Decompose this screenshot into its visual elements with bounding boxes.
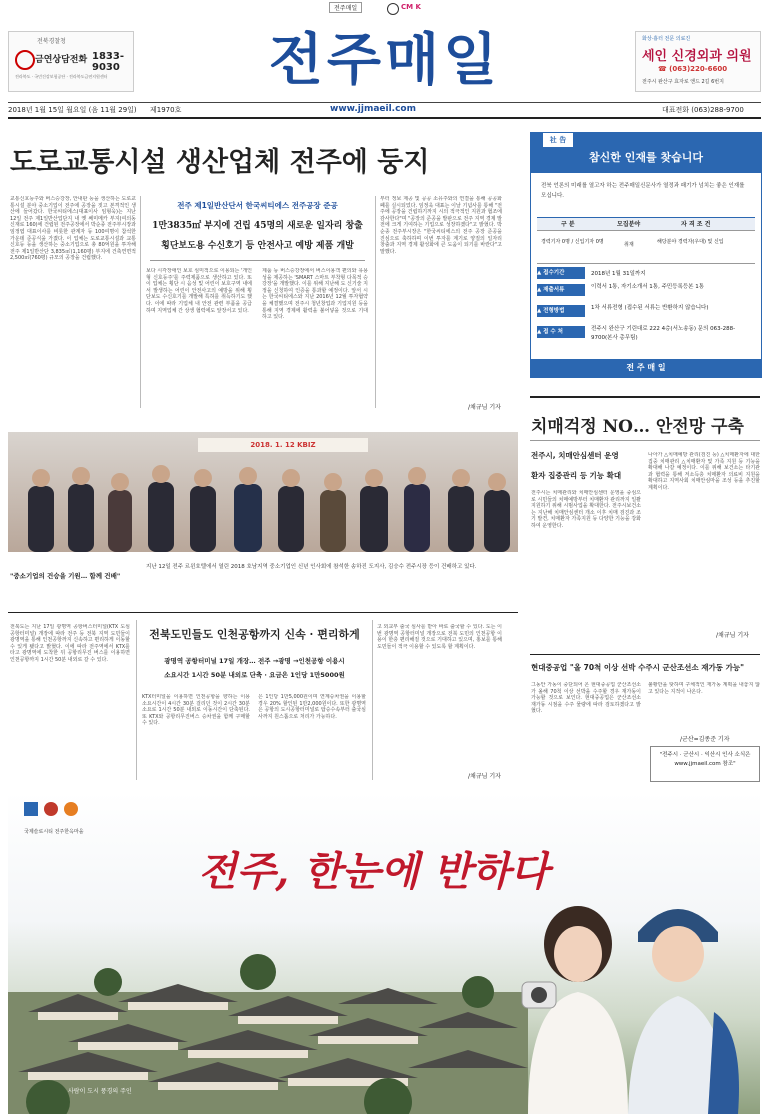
airport-body-col3: 은 1인당 1만5,000원이며 연계승차권을 이용할 경우 20% 할인된 1만2,000원이다. 또한 광명역은 공항의 도시공항터미널로 탑승수속부터 출국심사까지 원스톱으로 처리가 가능하다.	[258, 694, 366, 720]
main-phone: 대표전화 (063)288-9700	[662, 106, 744, 114]
notice-item-period: 2018년 1월 31일까지	[591, 271, 646, 277]
airport-headline: 전북도민들도 인천공항까지 신속 · 편리하게	[149, 628, 360, 641]
notice-col-req: 자 격 조 건	[681, 221, 711, 228]
lead-subtitle-1: 1만3835㎡ 부지에 건립 45명의 새로운 일자리 창출	[152, 221, 363, 231]
ad-clinic[interactable]	[635, 31, 761, 92]
ad-sub: 전라북도 · 국민건강보험공단 · 전라북도금연지원센터	[15, 74, 108, 79]
notice-row-req: 해당분야 경력자(우대) 및 신입	[657, 239, 724, 245]
city-logo-icon	[64, 802, 78, 816]
airport-body-col2: KTX터미널을 이용하면 인천공항을 향하는 이용 소요시간이 4시간 30분 걸리던 것이 2시간 30분 소요로 1시간 50분 내외로 이동시간이 단축된다. 또 KTX와 공항리무진버스 승차권을 함께 구매할 수 있다.	[142, 694, 250, 727]
notice-item-method-label: ▲ 전형방법	[537, 305, 585, 317]
shipyard-body-col2: 불황만을 탓하며 구체적인 재가동 계획을 내놓지 않고 있다는 지적이 나온다.	[648, 682, 760, 695]
lead-body-col1: 교통신호등주와 버스승강장, 안내판 등을 생산하는 도로교통시설 분야 중소기업이 전주에 공장을 짓고 본격적인 생산에 들어갔다. 한국씨티에스(대표이사 임형욱)는 지난 12일 전주 제1일반산업단지 내 옛 쎄미메카 부지(여의동 신재로 160)에 건립된 전주공장에서 박순종 전주부시장과 임정엽 대표이사를 비롯한 관계자 등 100여명이 참석한 가운데 준공식을 가졌다. 이 업체는 도로교통시설과 교통신호등 등을 생산하는 중소기업으로 총 80억원을 투자해 전주 제1일반산단 3,835㎡(1,160평) 부지에 건축연면적 2,500㎡(760평) 규모의 공장을 건립했다.	[10, 196, 136, 262]
airport-body-col4: 고 외교부 출국 심사를 받아 바로 출국할 수 있다. 도는 이번 광명역 공항터미널 개장으로 전북 도민의 인천공항 이용이 한층 편리해질 것으로 기대하고 있으며, 홍보를 통해 도민들이 적극 이용할 수 있도록 할 계획이다.	[377, 624, 502, 650]
event-banner: 2018. 1. 12 KBIZ	[198, 438, 368, 452]
no-smoking-icon	[15, 50, 35, 70]
airport-sub2: 소요시간 1시간 50분 내외로 단축 · 요금은 1인당 1만5000원	[164, 671, 345, 679]
notice-item-docs-label: ▲ 제출서류	[537, 284, 585, 296]
notice-tag: 社 告	[542, 132, 574, 148]
notice-title: 참신한 인재를 찾습니다	[589, 151, 703, 164]
photo-caption: 지난 12일 전주 르윈호텔에서 열린 2018 호남지역 중소기업인 신년 인사회에 참석한 송하진 도지사, 김승수 전주시장 등이 건배하고 있다.	[146, 564, 477, 570]
notice-col-field: 모집분야	[617, 221, 641, 228]
couple-illustration	[508, 892, 760, 1114]
ad-phone: 1833-9030	[92, 51, 124, 73]
ad-clinic-addr: 전주시 완산구 효자로 앤드 2길 6번지	[642, 79, 724, 85]
ad-tourism-caption: 사람이 도시 풍경의 주인	[68, 1088, 132, 1095]
shipyard-byline: /군산=김종준 기자	[680, 736, 730, 743]
notice-item-docs: 이력서 1통, 자기소개서 1통, 주민등록등본 1통	[591, 284, 705, 290]
lead-body-col4: 부터 정보 제공 및 공공 소유주와의 연결을 통해 공공화폐를 실시되었다. 임정욱 대표는 이날 기념사를 통해 "전주에 공장을 건립하기까지 시의 적극적인 지원과 협조에 감사한다"며 "공장의 준공을 발판으로 전주 지역 경제 발전에 크게 기여하는 기업으로 성장하겠다"고 밝혔다. 박순종 전주부시장은 "한국씨티에스의 전주 공장 준공을 진심으로 축하하며 이번 투자를 계기로 양질의 일자리 창출과 지역 경제 활성화에 큰 도움이 되기를 바란다"고 말했다.	[380, 196, 502, 255]
notice-item-method: 1차 서류전형 (접수된 서류는 반환하지 않습니다)	[591, 305, 709, 311]
print-registration-bar	[329, 2, 437, 14]
airport-sub1: 광명역 공항터미널 17일 개장… 전주 →광명 →인천공항 이용시	[164, 657, 345, 665]
lead-kicker: 전주 제1일반산단서 한국씨티에스 전주공장 준공	[177, 201, 338, 210]
ad-clinic-name: 세인 신경외과 의원	[642, 49, 752, 64]
issue-number: 제1970호	[150, 106, 182, 114]
photo-caption-title: "중소기업의 건승을 기원… 함께 건배"	[10, 572, 121, 580]
notice-item-period-label: ▲ 접수기간	[537, 267, 585, 279]
dementia-body-col2: 나아가 △치매예방 관리(검진 등) △치매환자에 대한 집중 치매관리 △치매환자 및 가족 지원 등 기능을 확대해 나갈 예정이다. 이를 위해 보건소는 타기관과 협력을 통해 저소득층 치매환자 의료비 지원을 확대하고 지역사회 치매안심마을 조성 등을 추진할 계획이다.	[648, 452, 760, 491]
lead-subtitle-2: 횡단보도용 수신호기 등 안전사고 예방 제품 개발	[161, 241, 354, 251]
lead-byline: /채규님 기자	[468, 404, 501, 411]
ad-org: 전북경찰청	[37, 38, 66, 45]
notice-item-place: 전주시 완산구 기린대로 222 4층(서노송동) 문의 063-288-9700(본사 총무팀)	[591, 326, 736, 341]
recruit-notice	[530, 132, 762, 378]
issue-date: 2018년 1월 15일 월요일 (음 11월 29일)	[8, 106, 137, 114]
notice-row-field: 취재	[624, 242, 634, 248]
dementia-body-col1: 전주시는 치매관리와 치매안심센터 운영을 중심으로 시민들의 치매예방부터 치매환자 관리까지 일괄 지원하기 위해 시범사업을 확대한다. 전주시보건소는 지난해 치매안심센터 개소 이후 치매 검진과 조기 발견, 치매환자 가족지원 등 다양한 기능을 강화하여 운영한다.	[531, 490, 641, 529]
ad-quit-smoking[interactable]	[8, 31, 134, 92]
ad-clinic-phone: ☎ (063)220-6600	[658, 65, 728, 73]
notice-footer: 전 주 매 일	[531, 359, 761, 377]
ad-tourism-logos	[24, 802, 114, 824]
dementia-sub: 환자 집중관리 등 기능 확대	[531, 471, 622, 480]
unesco-logo-icon	[24, 802, 38, 816]
cmyk-label: CM K	[401, 3, 421, 11]
lead-headline: 도로교통시설 생산업체 전주에 둥지	[10, 147, 430, 178]
notice-intro: 전북 언론의 미래를 열고자 하는 전주매일신문사가 열정과 패기가 넘치는 좋은 인재를 모십니다.	[541, 183, 745, 199]
event-photo	[8, 432, 518, 552]
registration-mark-icon	[387, 3, 399, 15]
people-silhouettes	[8, 456, 518, 552]
promo-text: "전주시 · 군산시 · 익산시 인사 소식은 www.jjmaeil.com 참조"	[659, 752, 751, 767]
ad-label: 금연상담전화	[35, 55, 88, 65]
ad-jeonju-tourism[interactable]	[8, 792, 760, 1114]
print-label: 전주매일	[329, 2, 362, 13]
ad-clinic-tagline: 화상·흉터 전문 의료진	[642, 36, 691, 42]
dementia-byline: /채규님 기자	[716, 632, 749, 639]
lead-body-col3: 제품 등 버스승강장에서 버스이용객 편의와 유용성을 제공하는 'SMART 스마트 부착형 다목적 승강장'을 개발했다. 이를 위해 지난해 도 신기술 지정을 신청하여 인증을 통과할 예정이다. 앞서 시는 한국씨티에스와 지난 2016년 12월 투자협약을 체결했으며 전주시 청년창업과 기업지원 등을 통해 지역 경제에 활력을 불어넣을 것으로 기대하고 있다.	[262, 268, 368, 321]
slowcity-logo-icon	[44, 802, 58, 816]
masthead-title: 전주매일	[268, 28, 502, 93]
dementia-kicker: 전주시, 치매안심센터 운영	[531, 451, 619, 460]
notice-col-division: 구 분	[561, 221, 575, 228]
dementia-headline: 치매걱정 NO… 안전망 구축	[531, 417, 744, 437]
shipyard-headline: 현대중공업 "올 70척 이상 선박 수주시 군산조선소 재가동 가능"	[531, 663, 745, 672]
lead-body-col2: 보다 시각장애인 보호 심미적으로 이용되는 '개인형 신호등주'를 주력제품으로 생산하고 있다. 또 이 업체는 횡단 시 음성 및 어린이 보호구역 내에서 발생하는 어린이 안전사고의 예방을 위해 횡단보도 수신호기를 개발해 특허를 취득하기도 했다. 이에 따라 기업체 내 안전 관련 부품을 공급하며 지역업체 간 상생 협력에도 앞장서고 있다.	[146, 268, 252, 314]
shipyard-body-col1: 그동안 가동이 중단되어 온 현대중공업 군산조선소가 올해 70척 이상 선박을 수주할 경우 재가동이 가능할 것으로 보인다. 현대중공업은 군산조선소 재가동 시점을 수주 물량에 따라 검토하겠다고 밝혔다.	[531, 682, 641, 715]
airport-body-col1: 전북도는 지난 17일 광명역 공항버스터미널(KTX 도심공항터미널) 개장에 따라 전주 등 전북 지역 도민들이 광명역을 통해 인천공항까지 신속하고 편리하게 이동할 수 있게 됐다고 밝혔다. 이에 따라 전주역에서 KTX를 타고 광명역에 도착한 뒤 공항리무진 버스를 이용하면 인천공항까지 1시간 50분 내외로 갈 수 있다.	[10, 624, 130, 663]
notice-item-place-label: ▲ 접 수 처	[537, 326, 585, 338]
promo-box[interactable]	[650, 746, 760, 782]
website-link[interactable]: www.jjmaeil.com	[330, 104, 416, 114]
ad-tourism-slogan: 전주, 한눈에 반하다	[198, 848, 549, 895]
ad-tourism-org: 국제슬로시티 전주한옥마을	[24, 829, 84, 835]
notice-row-division: 경력기자 0명 / 신입기자 0명	[541, 239, 604, 245]
airport-byline: /채규님 기자	[468, 773, 501, 780]
